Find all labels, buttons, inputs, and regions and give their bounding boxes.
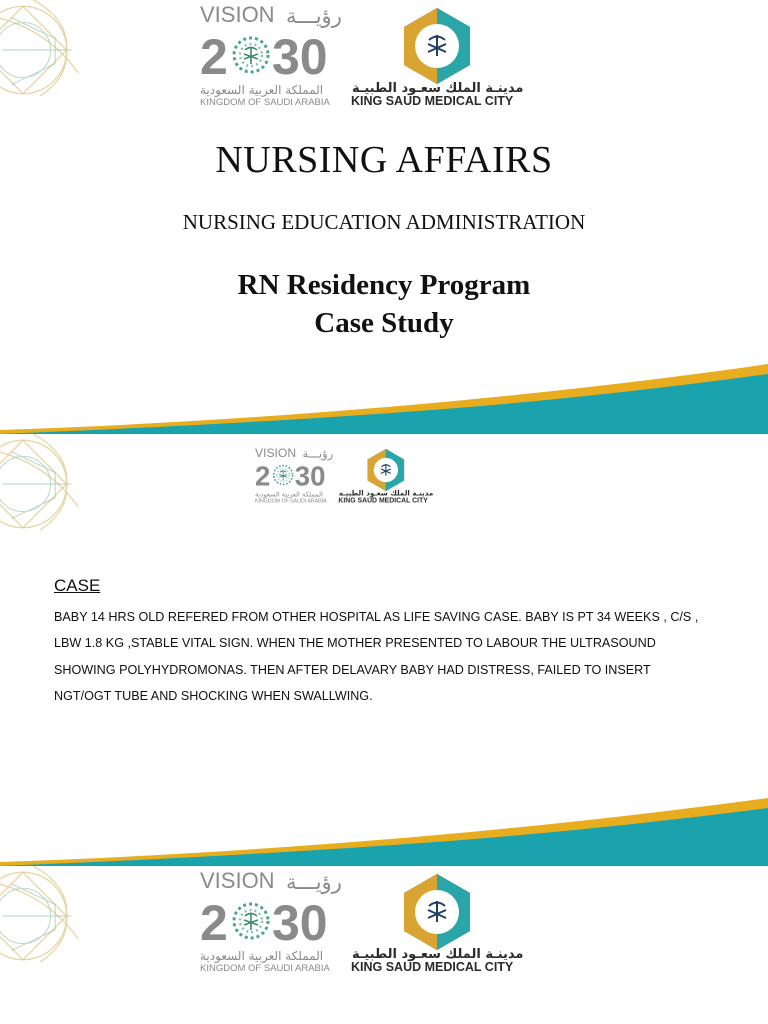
svg-text:مدينـة الملك سعـود الطبيـة: مدينـة الملك سعـود الطبيـة <box>352 947 524 962</box>
svg-text:2: 2 <box>200 29 228 85</box>
case-heading: CASE <box>54 576 101 595</box>
svg-text:VISION: VISION <box>200 2 275 27</box>
page-subtitle: NURSING EDUCATION ADMINISTRATION <box>182 210 586 234</box>
header-logos <box>255 442 435 508</box>
program-title-line: RN Residency Program <box>237 269 531 301</box>
svg-text:المملكة العربية السعودية: المملكة العربية السعودية <box>200 949 324 963</box>
palm-emblem-icon <box>234 38 268 72</box>
svg-text:VISION: VISION <box>255 445 297 460</box>
decorative-ornament-icon <box>0 434 100 530</box>
case-description-line: SHOWING POLYHYDROMONAS. THEN AFTER DELAVARY BABY HAD DISTRESS, FAILED TO INSERT <box>54 662 651 677</box>
decorative-wave <box>0 362 768 434</box>
svg-text:30: 30 <box>294 460 326 492</box>
svg-text:KING SAUD MEDICAL CITY: KING SAUD MEDICAL CITY <box>351 960 514 974</box>
case-slide <box>0 434 768 866</box>
header-logos <box>200 2 526 108</box>
decorative-ornament-icon <box>0 866 100 962</box>
svg-text:30: 30 <box>272 895 328 951</box>
title-slide <box>0 0 768 434</box>
svg-text:KINGDOM OF SAUDI ARABIA: KINGDOM OF SAUDI ARABIA <box>255 498 327 505</box>
palm-emblem-icon <box>234 904 268 938</box>
case-description-line: BABY 14 HRS OLD REFERED FROM OTHER HOSPITAL AS LIFE SAVING CASE. BABY IS PT 34 WEEKS , C/S , <box>54 610 699 624</box>
header-logos <box>200 868 526 974</box>
palm-emblem-icon <box>274 466 293 485</box>
decorative-wave <box>0 796 768 866</box>
svg-text:KINGDOM OF SAUDI ARABIA: KINGDOM OF SAUDI ARABIA <box>200 963 330 974</box>
svg-text:رؤيـــة: رؤيـــة <box>302 446 334 461</box>
vision-2030-logo <box>200 868 342 974</box>
svg-text:رؤيـــة: رؤيـــة <box>286 4 342 28</box>
king-saud-medical-city-logo <box>351 874 523 974</box>
svg-text:2: 2 <box>200 895 228 951</box>
svg-text:KING SAUD MEDICAL CITY: KING SAUD MEDICAL CITY <box>351 94 514 108</box>
svg-text:رؤيـــة: رؤيـــة <box>286 870 342 894</box>
case-description-line: NGT/OGT TUBE AND SHOCKING WHEN SWALLWING. <box>54 689 373 704</box>
title-slide-partial <box>0 866 768 1024</box>
decorative-ornament-icon <box>0 0 100 96</box>
svg-text:VISION: VISION <box>200 868 275 893</box>
program-title-line: Case Study <box>314 307 454 339</box>
svg-text:مدينـة الملك سعـود الطبيـة: مدينـة الملك سعـود الطبيـة <box>338 488 434 498</box>
case-description-line: LBW 1.8 KG ,STABLE VITAL SIGN. WHEN THE MOTHER PRESENTED TO LABOUR THE ULTRASOUND <box>54 636 656 651</box>
ksmc-hexagon-emblem-icon <box>368 449 404 491</box>
svg-text:2: 2 <box>255 460 271 492</box>
vision-2030-logo <box>200 2 342 108</box>
vision-2030-logo <box>255 446 333 505</box>
svg-text:مدينـة الملك سعـود الطبيـة: مدينـة الملك سعـود الطبيـة <box>352 81 524 96</box>
king-saud-medical-city-logo <box>338 449 433 505</box>
ksmc-hexagon-emblem-icon <box>404 8 470 84</box>
page-title: NURSING AFFAIRS <box>215 139 553 181</box>
ksmc-hexagon-emblem-icon <box>404 874 470 950</box>
svg-text:KING SAUD MEDICAL CITY: KING SAUD MEDICAL CITY <box>338 497 428 505</box>
case-description <box>54 604 699 710</box>
svg-text:المملكة العربية السعودية: المملكة العربية السعودية <box>200 83 324 97</box>
svg-text:KINGDOM OF SAUDI ARABIA: KINGDOM OF SAUDI ARABIA <box>200 97 330 108</box>
program-title <box>0 266 768 342</box>
king-saud-medical-city-logo <box>351 8 523 108</box>
svg-text:المملكة العربية السعودية: المملكة العربية السعودية <box>255 490 323 499</box>
svg-text:30: 30 <box>272 29 328 85</box>
